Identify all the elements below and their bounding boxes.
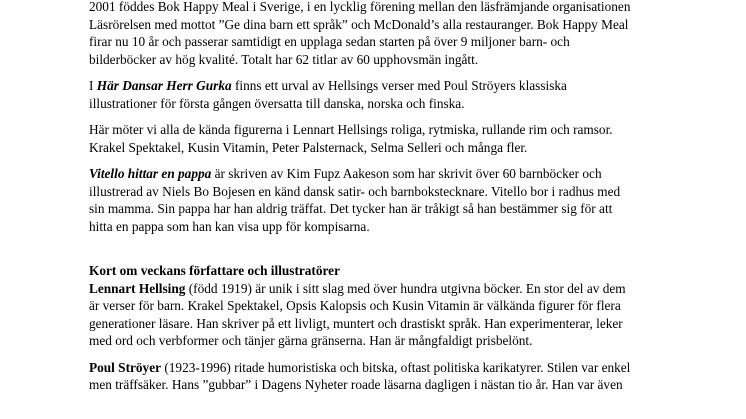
paragraph-bok-happy-meal-intro	[89, 0, 729, 68]
book-title: Här Dansar Herr Gurka	[96, 78, 232, 94]
text-fragment: (född 1919) är unik i sitt slag med över hundra utgivna böcker. En stor del av dem	[185, 280, 626, 296]
book-title: Vitello hittar en pappa	[89, 166, 212, 182]
paragraph-vitello	[89, 165, 729, 235]
paragraph-har-dansar-herr-gurka	[89, 77, 729, 112]
blank-line	[89, 244, 729, 262]
text-line	[89, 77, 729, 95]
text-line	[89, 359, 729, 377]
paragraph-lennart-hellsing	[89, 262, 729, 350]
text-fragment: I	[89, 78, 97, 94]
text-line: illustrationer för första gången översatta till danska, norska och finska.	[89, 95, 465, 111]
text-line: Krakel Spektakel, Kusin Vitamin, Peter Palsternack, Selma Selleri och många fler.	[89, 139, 528, 155]
text-line: Här möter vi alla de kända figurerna i Lennart Hellsings roliga, rytmiska, rullande rim och ramsor.	[89, 122, 613, 138]
text-line: sin mamma. Sin pappa har han aldrig träffat. Det tycker han är tråkigt så han bestämmer sig för att	[89, 201, 613, 217]
paragraph-poul-stroyer	[89, 359, 729, 394]
text-line: generationer läsare. Han skriver på ett livligt, muntert och drastiskt språk. Han experimenterar, leker	[89, 315, 623, 331]
text-line: hitta en pappa som han kan visa upp för kompisarna.	[89, 218, 370, 234]
text-line: Läsrörelsen med mottot ”Ge dina barn ett språk” och McDonald’s alla restauranger. Bok Happy Meal	[89, 16, 629, 32]
text-line: illustrerad av Niels Bo Bojesen en känd dansk satir- och barnbokstecknare. Vitello bor i radhus med	[89, 183, 621, 199]
text-fragment: (1923-1996) ritade humoristiska och bitska, oftast politiska karikatyrer. Stilen var enkel	[161, 359, 631, 375]
paragraph-figures	[89, 121, 729, 156]
text-line: 2001 föddes Bok Happy Meal i Sverige, i en lycklig förening mellan den läsfrämjande organisationen	[89, 0, 631, 14]
text-line	[89, 280, 729, 298]
text-line: firar nu 10 år och passerar samtidigt en upplaga sedan starten på över 9 miljoner barn- och	[89, 34, 570, 50]
author-name: Lennart Hellsing	[89, 280, 186, 296]
text-line	[89, 165, 729, 183]
illustrator-name: Poul Ströyer	[89, 359, 162, 375]
section-heading: Kort om veckans författare och illustratörer	[89, 262, 340, 278]
text-line: med ord och verbformer och tänjer gärna gränserna. Han är mångfaldigt prisbelönt.	[89, 333, 533, 349]
text-line: men träffsäker. Hans ”gubbar” i Dagens Nyheter roade läsarna dagligen i nästan tio år. Han var även	[89, 377, 623, 393]
text-line: är verser för barn. Krakel Spektakel, Opsis Kalopsis och Kusin Vitamin är välkända figurer för flera	[89, 298, 621, 314]
text-line: bilderböcker av hög kvalité. Totalt har 62 titlar av 60 upphovsmän ingått.	[89, 51, 479, 67]
text-fragment: finns ett urval av Hellsings verser med Poul Ströyers klassiska	[231, 78, 567, 94]
text-fragment: är skriven av Kim Fupz Aakeson som har skrivit över 60 barnböcker och	[211, 166, 602, 182]
document-page	[89, 0, 729, 403]
